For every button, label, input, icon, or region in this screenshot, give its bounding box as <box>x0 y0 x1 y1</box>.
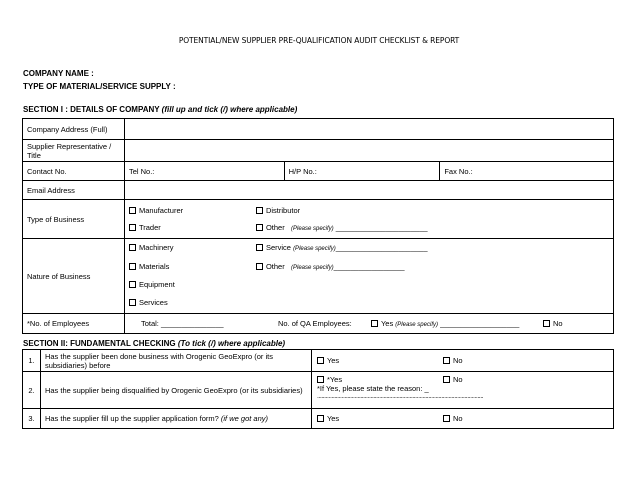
checkbox-icon[interactable] <box>443 376 450 383</box>
table-row <box>23 350 614 372</box>
company-name-label: COMPANY NAME : <box>23 69 94 78</box>
table-row <box>23 409 614 429</box>
checkbox-icon[interactable] <box>371 320 378 327</box>
representative-label: Supplier Representative / Title <box>23 140 125 162</box>
machinery-option[interactable]: Machinery <box>129 243 174 252</box>
row-number: 3. <box>23 409 41 429</box>
employees-values <box>124 314 613 334</box>
checkbox-icon[interactable] <box>317 415 324 422</box>
checkbox-icon[interactable] <box>129 299 136 306</box>
checkbox-icon[interactable] <box>317 357 324 364</box>
section1-heading: SECTION I : DETAILS OF COMPANY (fill up and tick (/) where applicable) <box>23 105 298 114</box>
business-type-options <box>124 200 613 239</box>
total-employees-field[interactable]: Total: _______________ <box>140 319 224 328</box>
yes-option[interactable]: Yes <box>317 414 339 423</box>
answer-cell <box>311 409 613 429</box>
trader-option[interactable]: Trader <box>129 223 161 232</box>
row-number: 2. <box>23 372 41 409</box>
address-label: Company Address (Full) <box>23 119 125 140</box>
table-row <box>23 372 614 409</box>
other-nature-option[interactable]: Other (Please specify)_________________ <box>256 262 405 271</box>
no-option[interactable]: No <box>443 414 463 423</box>
section2-heading: SECTION II: FUNDAMENTAL CHECKING (To tick (/) where applicable) <box>23 339 286 348</box>
hp-field[interactable]: H/P No.: <box>284 162 440 181</box>
checkbox-icon[interactable] <box>443 415 450 422</box>
manufacturer-option[interactable]: Manufacturer <box>129 206 183 215</box>
checkbox-icon[interactable] <box>543 320 550 327</box>
question-text: Has the supplier been done business with Orogenic GeoExpro (or its subsidiaries) before <box>40 350 311 372</box>
representative-row <box>23 140 614 162</box>
business-type-label: Type of Business <box>23 200 125 239</box>
employees-label: *No. of Employees <box>23 314 125 334</box>
service-option[interactable]: Service (Please specify)______________________ <box>256 243 428 252</box>
checkbox-icon[interactable] <box>129 207 136 214</box>
distributor-option[interactable]: Distributor <box>256 206 300 215</box>
page-title: POTENTIAL/NEW SUPPLIER PRE-QUALIFICATION AUDIT CHECKLIST & REPORT <box>178 36 460 45</box>
question-text: Has the supplier being disqualified by Orogenic GeoExpro (or its subsidiaries) <box>40 372 311 409</box>
materials-option[interactable]: Materials <box>129 262 169 271</box>
nature-row <box>23 239 614 314</box>
employees-row <box>23 314 614 334</box>
fundamental-checking-table <box>22 349 614 429</box>
answer-cell <box>311 350 613 372</box>
checkbox-icon[interactable] <box>443 357 450 364</box>
contact-label: Contact No. <box>23 162 125 181</box>
no-option[interactable]: No <box>443 375 463 384</box>
checkbox-icon[interactable] <box>129 224 136 231</box>
qa-employees-label: No. of QA Employees: <box>277 319 352 328</box>
contact-row <box>23 162 614 181</box>
material-type-label: TYPE OF MATERIAL/SERVICE SUPPLY : <box>23 82 176 91</box>
email-row <box>23 181 614 200</box>
equipment-option[interactable]: Equipment <box>129 280 175 289</box>
checkbox-icon[interactable] <box>129 281 136 288</box>
other-business-option[interactable]: Other (Please specify) ______________________ <box>256 223 428 232</box>
representative-value[interactable] <box>124 140 613 162</box>
reason-line[interactable]: ................................................................................................................... <box>316 393 484 400</box>
checkbox-icon[interactable] <box>129 244 136 251</box>
tel-field[interactable]: Tel No.: <box>124 162 284 181</box>
question-text: Has the supplier fill up the supplier application form? (if we got any) <box>40 409 311 429</box>
reason-label: *If Yes, please state the reason: _ <box>316 384 429 393</box>
nature-label: Nature of Business <box>23 239 125 314</box>
checkbox-icon[interactable] <box>256 224 263 231</box>
address-value[interactable] <box>124 119 613 140</box>
email-value[interactable] <box>124 181 613 200</box>
checkbox-icon[interactable] <box>256 207 263 214</box>
checkbox-icon[interactable] <box>256 263 263 270</box>
email-label: Email Address <box>23 181 125 200</box>
services-option[interactable]: Services <box>129 298 168 307</box>
qa-no-option[interactable]: No <box>543 319 563 328</box>
checkbox-icon[interactable] <box>129 263 136 270</box>
checkbox-icon[interactable] <box>256 244 263 251</box>
address-row <box>23 119 614 140</box>
yes-option[interactable]: *Yes <box>317 375 342 384</box>
checkbox-icon[interactable] <box>317 376 324 383</box>
row-number: 1. <box>23 350 41 372</box>
business-type-row <box>23 200 614 239</box>
answer-cell <box>311 372 613 409</box>
no-option[interactable]: No <box>443 356 463 365</box>
nature-options <box>124 239 613 314</box>
company-details-table <box>22 118 614 334</box>
qa-yes-option[interactable]: Yes (Please specify) ___________________ <box>371 319 519 328</box>
fax-field[interactable]: Fax No.: <box>440 162 614 181</box>
yes-option[interactable]: Yes <box>317 356 339 365</box>
